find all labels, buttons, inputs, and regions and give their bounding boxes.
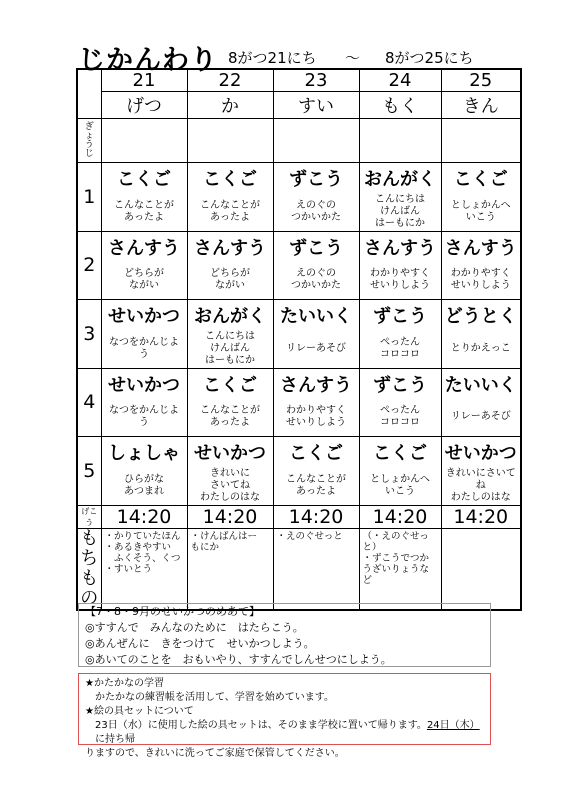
lesson-note: こんなことが あったよ — [187, 399, 273, 437]
goal-line: ◎あいてのことを おもいやり、すすんでしんせつにしよう。 — [85, 653, 392, 666]
subject-cell: おんがく — [359, 163, 441, 194]
period-subject-row — [77, 300, 521, 331]
lesson-note: どちらが ながい — [187, 262, 273, 300]
subject-cell: さんすう — [441, 231, 521, 262]
mochimono-row — [77, 528, 521, 610]
subject-cell: さんすう — [187, 231, 273, 262]
period-note-row — [77, 330, 521, 368]
notice-text-c: に持ち帰 — [95, 734, 135, 745]
dismissal-time: 14:20 — [187, 505, 273, 528]
belongings-cell: ・けんばんはー もにか — [187, 528, 273, 610]
gyouji-cell — [359, 119, 441, 163]
lesson-note: ぺったん コロコロ — [359, 399, 441, 437]
dismissal-time: 14:20 — [441, 505, 521, 528]
gyouji-cell — [273, 119, 359, 163]
lesson-note: わかりやすく せいりしよう — [359, 262, 441, 300]
lesson-note: こんなことが あったよ — [187, 193, 273, 231]
gyouji-cell — [187, 119, 273, 163]
gekou-row — [77, 505, 521, 528]
weekday: げつ — [101, 92, 187, 119]
subject-cell: せいかつ — [101, 300, 187, 331]
lesson-note: えのぐの つかいかた — [273, 262, 359, 300]
subject-cell: ずこう — [359, 368, 441, 399]
belongings-cell: （・えのぐせっ と） ・ずこうでつか うざいりょうな ど — [359, 528, 441, 610]
period-subject-row — [77, 368, 521, 399]
dismissal-time: 14:20 — [359, 505, 441, 528]
period-number: 2 — [77, 231, 101, 300]
subject-cell: おんがく — [187, 300, 273, 331]
lesson-note: こんなことが あったよ — [273, 467, 359, 505]
subject-cell: たいいく — [273, 300, 359, 331]
subject-cell: さんすう — [359, 231, 441, 262]
belongings-cell: ・えのぐせっと — [273, 528, 359, 610]
subject-cell: ずこう — [273, 231, 359, 262]
lesson-note: えのぐの つかいかた — [273, 193, 359, 231]
subject-cell: こくご — [359, 437, 441, 468]
subject-cell: さんすう — [273, 368, 359, 399]
subject-cell: せいかつ — [187, 437, 273, 468]
gekou-label: げこう — [77, 505, 101, 528]
lesson-note: きれいに さいてね わたしのはな — [187, 467, 273, 505]
notice-box — [78, 673, 491, 759]
notice-text-a: 23日（水）に使用した絵の具セットは、そのまま学校に置いて帰ります。 — [95, 720, 427, 731]
gyouji-label — [77, 119, 101, 163]
lesson-note: わかりやすく せいりしよう — [273, 399, 359, 437]
lesson-note: どちらが ながい — [101, 262, 187, 300]
period-subject-row — [77, 437, 521, 468]
day-number: 25 — [441, 69, 521, 92]
lesson-note: なつをかんじよ う — [101, 330, 187, 368]
day-number: 22 — [187, 69, 273, 92]
subject-cell: どうとく — [441, 300, 521, 331]
lesson-note: リレーあそび — [441, 399, 521, 437]
period-number: 4 — [77, 368, 101, 437]
belongings-cell — [441, 528, 521, 610]
notice-text: かたかなの練習帳を活用して、学習を始めています。 — [95, 692, 334, 703]
weekday: もく — [359, 92, 441, 119]
lesson-note: としょかんへ いこう — [441, 193, 521, 231]
lesson-note: ぺったん コロコロ — [359, 330, 441, 368]
notice-heading: ★絵の具セットについて — [85, 706, 194, 717]
living-goals-box — [78, 603, 491, 667]
subject-cell: こくご — [187, 163, 273, 194]
subject-cell: ずこう — [359, 300, 441, 331]
subject-cell: ずこう — [273, 163, 359, 194]
lesson-note: ひらがな あつまれ — [101, 467, 187, 505]
day-number: 21 — [101, 69, 187, 92]
weekday-row — [77, 92, 521, 119]
subject-cell: せいかつ — [101, 368, 187, 399]
period-number: 5 — [77, 437, 101, 506]
day-number: 23 — [273, 69, 359, 92]
lesson-note: リレーあそび — [273, 330, 359, 368]
gyouji-label-text: ぎょうじ — [84, 121, 94, 159]
weekday: きん — [441, 92, 521, 119]
notice-date-underlined: 24日（木） — [426, 720, 480, 731]
lesson-note: としょかんへ いこう — [359, 467, 441, 505]
page-title: じかんわり — [78, 45, 218, 76]
date-tilde: ～ — [345, 49, 361, 67]
gyouji-cell — [101, 119, 187, 163]
lesson-note: こんにちは けんばん はーもにか — [187, 330, 273, 368]
weekday: すい — [273, 92, 359, 119]
date-to: 8がつ25にち — [385, 49, 474, 67]
goal-line: ◎すすんで みんなのために はたらこう。 — [85, 621, 304, 634]
lesson-note: こんなことが あったよ — [101, 193, 187, 231]
period-subject-row — [77, 163, 521, 194]
notice-text: りますので、きれいに洗ってご家庭で保管してください。 — [85, 748, 345, 759]
lesson-note: なつをかんじよ う — [101, 399, 187, 437]
period-note-row — [77, 262, 521, 300]
lesson-note: こんにちは けんばん はーもにか — [359, 193, 441, 231]
corner-cell — [77, 69, 101, 119]
day-number: 24 — [359, 69, 441, 92]
date-from: 8がつ21にち — [228, 49, 317, 67]
lesson-note: とりかえっこ — [441, 330, 521, 368]
goal-line: ◎あんぜんに きをつけて せいかつしよう。 — [85, 637, 315, 650]
gyouji-cell — [441, 119, 521, 163]
subject-cell: こくご — [441, 163, 521, 194]
period-note-row — [77, 467, 521, 505]
subject-cell: たいいく — [441, 368, 521, 399]
notice-heading: ★かたかなの学習 — [85, 678, 164, 689]
notice-text — [85, 719, 484, 747]
dismissal-time: 14:20 — [101, 505, 187, 528]
mochimono-label: も ち も の — [77, 528, 101, 610]
period-subject-row — [77, 231, 521, 262]
period-number: 3 — [77, 300, 101, 369]
subject-cell: せいかつ — [441, 437, 521, 468]
period-number: 1 — [77, 163, 101, 232]
period-note-row — [77, 193, 521, 231]
lesson-note: きれいにさいてね わたしのはな — [441, 467, 521, 505]
dismissal-time: 14:20 — [273, 505, 359, 528]
period-note-row — [77, 399, 521, 437]
day-number-row — [77, 69, 521, 92]
subject-cell: さんすう — [101, 231, 187, 262]
subject-cell: こくご — [101, 163, 187, 194]
lesson-note: わかりやすく せいりしよう — [441, 262, 521, 300]
belongings-cell: ・かりていたほん ・あるきやすい ふくそう、くつ ・すいとう — [101, 528, 187, 610]
gyouji-row — [77, 119, 521, 163]
goals-heading: 【7・8・9月のせいかつのめあて】 — [85, 605, 260, 618]
subject-cell: こくご — [273, 437, 359, 468]
weekday: か — [187, 92, 273, 119]
subject-cell: しょしゃ — [101, 437, 187, 468]
timetable — [76, 68, 522, 611]
subject-cell: こくご — [187, 368, 273, 399]
